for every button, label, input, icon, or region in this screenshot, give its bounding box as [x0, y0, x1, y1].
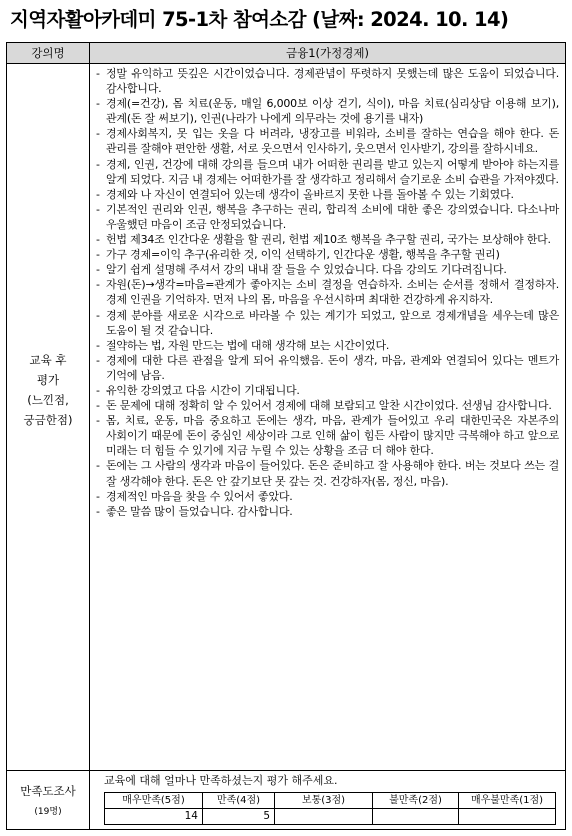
feedback-item: - 경제와 나 자신이 연결되어 있는데 생각이 올바르지 못한 나를 돌아볼 수 있는 기회였다. [96, 187, 559, 202]
feedback-table [6, 42, 566, 830]
feedback-item: - 알기 쉽게 설명해 주셔서 강의 내내 잘 들을 수 있었습니다. 다음 강의도 기다려집니다. [96, 262, 559, 277]
rating-header-dissatisfied: 불만족(2점) [373, 793, 459, 809]
rating-header-satisfied: 만족(4점) [203, 793, 275, 809]
feedback-item: - 절약하는 법, 자원 만드는 법에 대해 생각해 보는 시간이었다. [96, 338, 559, 353]
feedback-item: - 몸, 치료, 운동, 마음 중요하고 돈에는 생각, 마음, 관계가 들어있고 우리 대한민국은 자본주의 사회이기 때문에 돈이 중심인 세상이라 그로 인해 삶이 힘든 사람이 많지만 극복해야 하고 앞으로 미래는 더 힘들 수 있기에 지금 누릴 수 있는 상황을 조금 더 해야 한다. [96, 413, 559, 458]
page-title: 지역자활아카데미 75-1차 참여소감 (날짜: 2024. 10. 14) [10, 8, 509, 31]
feedback-item: - 경제 분야를 새로운 시각으로 바라볼 수 있는 계기가 되었고, 앞으로 경제개념을 세우는데 많은 도움이 될 것 같습니다. [96, 308, 559, 338]
rating-value-neutral [275, 809, 373, 825]
rating-value-very-satisfied: 14 [105, 809, 203, 825]
rating-value-row [105, 809, 556, 825]
rating-value-satisfied: 5 [203, 809, 275, 825]
feedback-item: - 경제, 인권, 건강에 대해 강의를 들으며 내가 어떠한 권리를 받고 있는지 어떻게 받아야 하는지를 알게 되었다. 지금 내 경제는 어떠한가를 잘 생각하고 정리해서 슬기로운 소비 습관을 가져야겠다. [96, 157, 559, 187]
rating-header-neutral: 보통(3점) [275, 793, 373, 809]
satisfaction-label-cell [7, 771, 90, 829]
feedback-item: - 경제적인 마음을 찾을 수 있어서 좋았다. [96, 489, 559, 504]
rating-table [104, 792, 556, 825]
rating-header-very-satisfied: 매우만족(5점) [105, 793, 203, 809]
feedback-item: - 기본적인 권리와 인권, 행복을 추구하는 권리, 합리적 소비에 대한 좋은 강의였습니다. 다소나마 우울했던 마음이 조금 안정되었습니다. [96, 202, 559, 232]
feedback-item: - 가구 경제=이익 추구(유리한 것, 이익 선택하기, 인간다운 생활, 행복을 추구할 권리) [96, 247, 559, 262]
feedback-item: - 경제사회복지, 못 입는 옷을 다 버려라, 냉장고를 비워라, 소비를 잘하는 연습을 해야 한다. 돈 관리를 잘해야 편안한 생활, 서로 웃으면서 인사하기, 웃으면서 인사받기, 강의를 잘하시네요. [96, 126, 559, 156]
satisfaction-label: 만족도조사 [20, 784, 76, 798]
lecture-name-header: 강의명 [7, 43, 90, 63]
feedback-item: - 자원(돈)→생각=마음=관계가 좋아지는 소비 결정을 연습하자. 소비는 순서를 정해서 결정하자. 경제 인권을 기억하자. 먼저 나의 몸, 마음을 우선시하며 최대한 건강하게 유지하자. [96, 277, 559, 307]
feedback-item: - 헌법 제34조 인간다운 생활을 할 권리, 헌법 제10조 행복을 추구할 권리, 국가는 보상해야 한다. [96, 232, 559, 247]
feedback-item: - 돈에는 그 사람의 생각과 마음이 들어있다. 돈은 준비하고 잘 사용해야 한다. 버는 것보다 쓰는 걸 잘 생각해야 한다. 돈은 안 갚기보단 못 갚는 것. 건강하자(몸, 정신, 마음). [96, 458, 559, 488]
feedback-list [90, 64, 565, 519]
feedback-item: - 정말 유익하고 뜻깊은 시간이었습니다. 경제관념이 뚜렷하지 못했는데 많은 도움이 되었습니다. 감사합니다. [96, 66, 559, 96]
feedback-item: - 돈 문제에 대해 정확히 알 수 있어서 경제에 대해 보람되고 알찬 시간이었다. 선생님 감사합니다. [96, 398, 559, 413]
evaluation-label: 교육 후 평가 (느낀점, 궁금한점) [23, 353, 73, 427]
lecture-name-value: 금융1(가정경제) [286, 46, 369, 60]
satisfaction-question: 교육에 대해 얼마나 만족하셨는지 평가 해주세요. [104, 774, 338, 787]
rating-header-row [105, 793, 556, 809]
feedback-item: - 경제(=건강), 몸 치료(운동, 매일 6,000보 이상 걷기, 식이), 마음 치료(심리상담 이용해 보기), 관계(돈 잘 써보기), 인권(나라가 나에게 의무라는 것에 용기를 내자) [96, 96, 559, 126]
respondent-count: (19명) [34, 807, 62, 817]
evaluation-label-cell [7, 64, 90, 771]
feedback-item: - 경제에 대한 다른 관점을 알게 되어 유익했음. 돈이 생각, 마음, 관계와 연결되어 있다는 멘트가 기억에 남음. [96, 353, 559, 383]
rating-value-dissatisfied [373, 809, 459, 825]
rating-value-very-dissatisfied [459, 809, 556, 825]
feedback-item: - 유익한 강의였고 다음 시간이 기대됩니다. [96, 383, 559, 398]
rating-header-very-dissatisfied: 매우불만족(1점) [459, 793, 556, 809]
table-header-row [7, 43, 565, 64]
evaluation-content-cell [90, 64, 565, 771]
feedback-item: - 좋은 말씀 많이 들었습니다. 감사합니다. [96, 504, 559, 519]
satisfaction-content-cell [90, 771, 565, 829]
